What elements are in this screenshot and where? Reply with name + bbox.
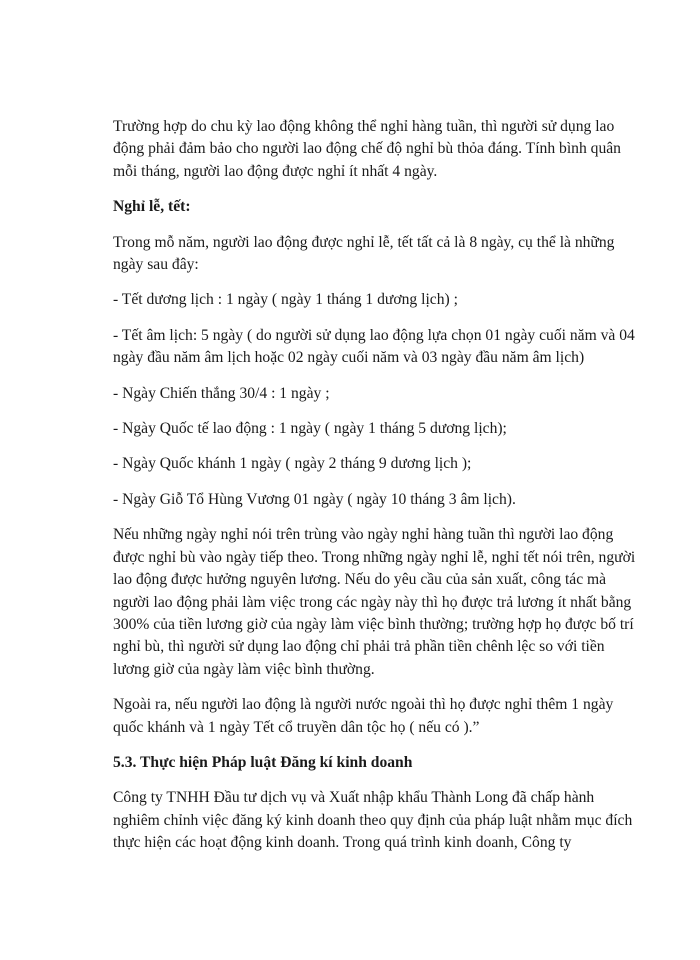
heading-section-5-3: 5.3. Thực hiện Pháp luật Đăng kí kinh doanh	[113, 753, 413, 771]
heading-holidays: Nghỉ lễ, tết:	[113, 198, 191, 216]
paragraph-rest-compensation: Trường hợp do chu kỳ lao động không thể nghỉ hàng tuần, thì người sử dụng lao động phải đảm bảo cho người lao động chế độ nghỉ bù thỏa đáng. Tính bình quân mỗi tháng, người lao động được nghỉ ít nhất 4 ngày.	[113, 118, 621, 180]
holiday-list	[113, 289, 643, 511]
list-item: - Ngày Giỗ Tổ Hùng Vương 01 ngày ( ngày 10 tháng 3 âm lịch).	[113, 490, 516, 508]
list-item: - Ngày Quốc khánh 1 ngày ( ngày 2 tháng 9 dương lịch );	[113, 455, 472, 473]
list-item: - Tết dương lịch : 1 ngày ( ngày 1 tháng 1 dương lịch) ;	[113, 291, 458, 309]
paragraph-business-registration: Công ty TNHH Đầu tư dịch vụ và Xuất nhập khẩu Thành Long đã chấp hành nghiêm chỉnh việc đăng ký kinh doanh theo quy định của pháp luật nhằm mục đích thực hiện các hoạt động kinh doanh. Trong quá trình kinh doanh, Công ty	[113, 789, 633, 852]
list-item: - Ngày Quốc tế lao động : 1 ngày ( ngày 1 tháng 5 dương lịch);	[113, 420, 507, 438]
list-item: - Ngày Chiến thắng 30/4 : 1 ngày ;	[113, 384, 330, 402]
paragraph-foreign-workers: Ngoài ra, nếu người lao động là người nước ngoài thì họ được nghỉ thêm 1 ngày quốc khánh và 1 ngày Tết cổ truyền dân tộc họ ( nếu có ).”	[113, 696, 614, 736]
list-item: - Tết âm lịch: 5 ngày ( do người sử dụng lao động lựa chọn 01 ngày cuối năm và 04 ngày đầu năm âm lịch hoặc 02 ngày cuối năm và 03 ngày đầu năm âm lịch)	[113, 326, 635, 367]
document-page	[113, 116, 643, 868]
paragraph-holiday-pay: Nếu những ngày nghỉ nói trên trùng vào ngày nghỉ hàng tuần thì người lao động được nghỉ bù vào ngày tiếp theo. Trong những ngày nghỉ lễ, nghỉ tết nói trên, người lao động được hưởng nguyên lương. Nếu do yêu cầu của sản xuất, công tác mà người lao động phải làm việc trong các ngày này thì họ được trả lương ít nhất bằng 300% của tiền lương giờ của ngày làm việc bình thường; trường hợp họ được bố trí nghỉ bù, thì người sử dụng lao động chỉ phải trả phần tiền chênh lệc so với tiền lương giờ của ngày làm việc bình thường.	[113, 526, 636, 678]
paragraph-holiday-intro: Trong mỗ năm, người lao động được nghỉ lễ, tết tất cả là 8 ngày, cụ thể là những ngày sau đây:	[113, 233, 615, 274]
